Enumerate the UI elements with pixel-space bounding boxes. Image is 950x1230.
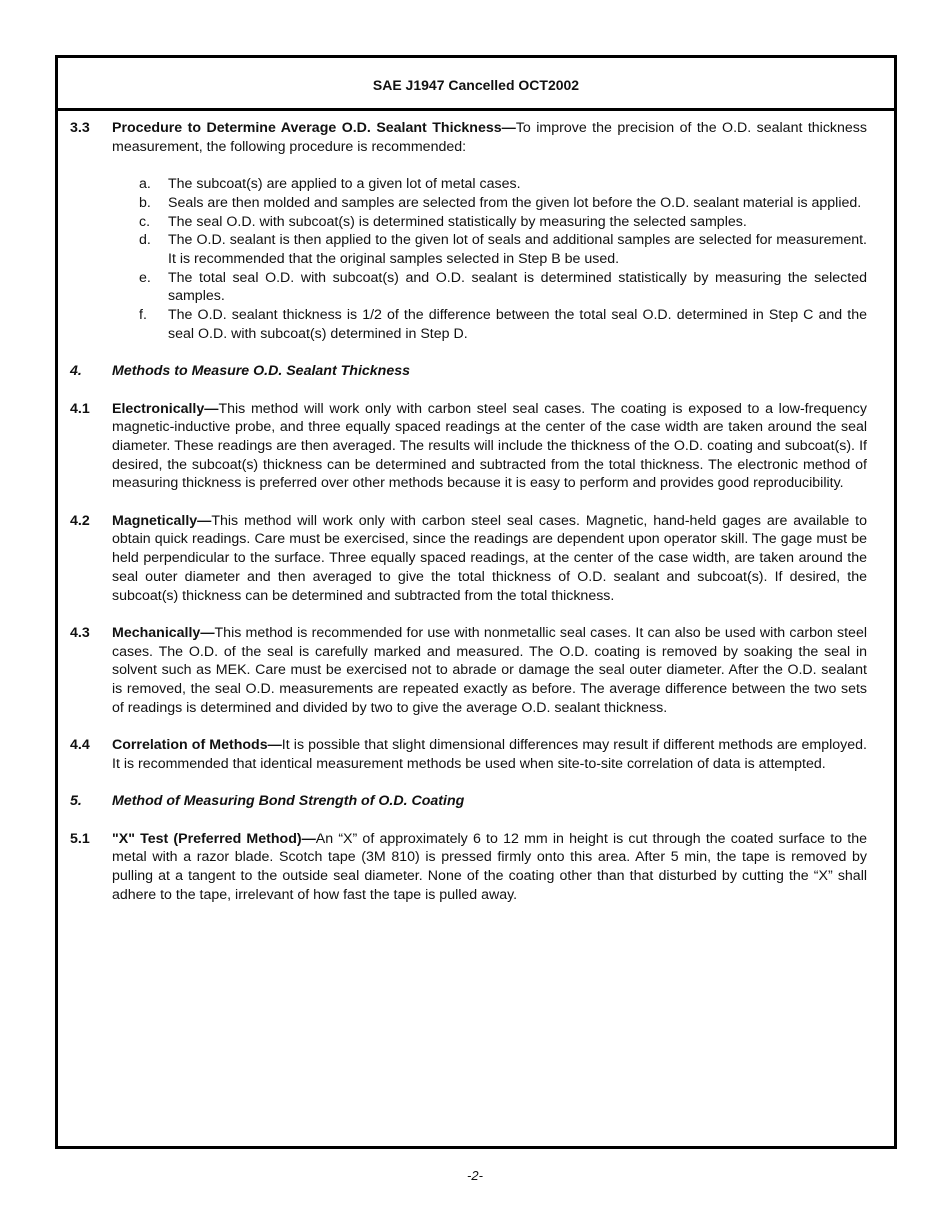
list-item: a. The subcoat(s) are applied to a given lot of metal cases. (139, 176, 521, 193)
document-frame (55, 55, 897, 1149)
procedure-list (112, 175, 867, 343)
list-item: d. The O.D. sealant is then applied to the given lot of seals and additional samples are selected for measurement. It is recommended that the original samples selected in Step B be used. (139, 232, 867, 267)
section-title: Correlation of Methods— (112, 737, 282, 754)
section-text: This method will work only with carbon steel seal cases. Magnetic, hand-held gages are available to obtain quick readings. Care must be exercised, since the readings are dependent upon operator skill. The gage must be held perpendicular to the surface. Three equally spaced readings, at the center of the case width, are taken around the seal outer diameter and then averaged to give the total thickness of O.D. sealant and subcoat(s). If desired, the subcoat(s) thickness can be determined and subtracted from the total thickness. (112, 512, 867, 604)
section-heading: Methods to Measure O.D. Sealant Thickness (112, 363, 411, 380)
section-number: 4.2 (70, 512, 90, 529)
section-5-heading (70, 792, 867, 811)
section-number: 4. (70, 363, 82, 380)
section-text: It is possible that slight dimensional differences may result if different methods are employed. It is recommended that identical measurement methods be used when site-to-site correlation of data is attempted. (112, 737, 867, 772)
section-number: 4.4 (70, 737, 90, 754)
section-number: 5. (70, 793, 82, 810)
section-3-3 (70, 119, 867, 343)
section-number: 4.3 (70, 624, 90, 641)
section-text: An “X” of approximately 6 to 12 mm in height is cut through the coated surface to the metal with a razor blade. Scotch tape (3M 810) is pressed firmly onto this area. After 5 min, the tape is removed by pulling at a tangent to the outside seal diameter. None of the coating other than that disturbed by cutting the “X” shall adhere to the tape, irrelevant of how fast the tape is pulled away. (112, 830, 867, 903)
list-item: b. Seals are then molded and samples are selected from the given lot before the O.D. sealant material is applied. (139, 194, 862, 211)
section-4-2 (70, 512, 867, 606)
list-item: e. The total seal O.D. with subcoat(s) and O.D. sealant is determined statistically by measuring the selected samples. (139, 269, 867, 305)
document-header (58, 58, 894, 111)
document-body (58, 111, 894, 904)
section-number: 5.1 (70, 830, 90, 847)
section-4-3 (70, 624, 867, 718)
section-title: Magnetically— (112, 512, 212, 529)
section-number: 4.1 (70, 400, 90, 417)
list-item: c. The seal O.D. with subcoat(s) is determined statistically by measuring the selected samples. (139, 213, 747, 230)
section-5-1 (70, 830, 867, 905)
section-text: This method will work only with carbon steel seal cases. The coating is exposed to a low-frequency magnetic-inductive probe, and three equally spaced readings at the center of the case width are taken around the seal diameter. These readings are then averaged. The results will include the thickness of the O.D. coating and subcoat(s). If desired, the subcoat(s) thickness can be determined and subtracted from the total thickness. The electronic method of measuring thickness is preferred over other methods because it is easy to perform and provides good reproducibility. (112, 400, 867, 492)
section-title: "X" Test (Preferred Method)— (112, 830, 316, 847)
section-title: Mechanically— (112, 624, 215, 641)
section-text: This method is recommended for use with nonmetallic seal cases. It can also be used with carbon steel cases. The O.D. of the seal is carefully marked and measured. The O.D. coating is removed by soaking the seal in solvent such as MEK. Care must be exercised not to abrade or damage the seal outer diameter. After the O.D. sealant is removed, the seal O.D. measurements are repeated exactly as before. The average difference between the two sets of readings is determined and divided by two to give the average O.D. sealant thickness. (112, 624, 867, 716)
section-title: Electronically— (112, 400, 219, 417)
section-heading: Method of Measuring Bond Strength of O.D. Coating (112, 793, 465, 810)
document-title: SAE J1947 Cancelled OCT2002 (372, 77, 580, 93)
section-4-4 (70, 736, 867, 773)
section-4-heading (70, 362, 867, 381)
section-title: Procedure to Determine Average O.D. Sealant Thickness— (112, 120, 516, 136)
page-number: -2- (467, 1168, 483, 1183)
section-text: To improve the precision of the O.D. sealant thickness measurement, the following procedure is recommended: (112, 120, 867, 155)
list-item: f. The O.D. sealant thickness is 1/2 of the difference between the total seal O.D. determined in Step C and the seal O.D. with subcoat(s) determined in Step D. (139, 307, 867, 342)
section-number: 3.3 (70, 120, 90, 136)
section-4-1 (70, 400, 867, 494)
